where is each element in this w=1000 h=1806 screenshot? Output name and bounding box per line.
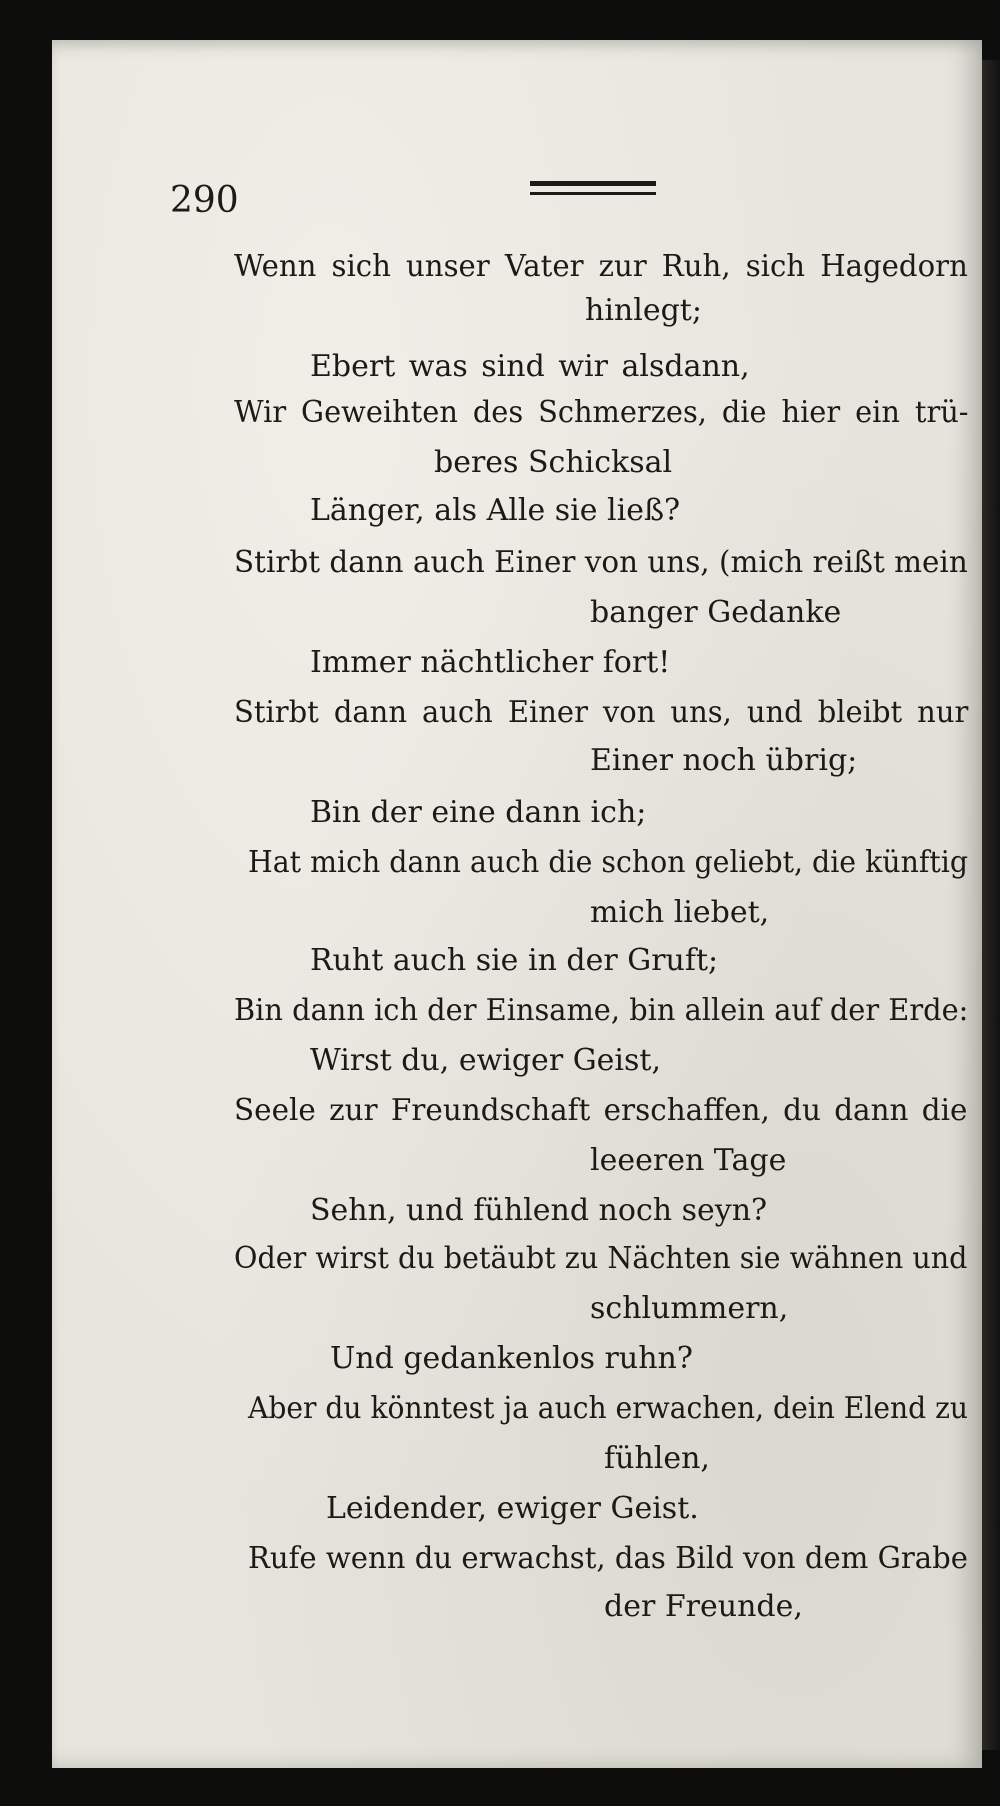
verse-line: mich liebet, xyxy=(590,895,770,930)
verse-line: Bin der eine dann ich; xyxy=(310,795,647,830)
verse-line: Wir Geweihten des Schmerzes, die hier ein trü- xyxy=(234,395,969,430)
verse-line: Sehn, und fühlend noch seyn? xyxy=(310,1193,768,1228)
verse-line: fühlen, xyxy=(604,1441,710,1476)
verse-line: schlummern, xyxy=(590,1291,789,1326)
book-edge-shadow xyxy=(982,60,1000,1750)
verse-line: banger Gedanke xyxy=(590,595,842,630)
verse-line: Länger, als Alle sie ließ? xyxy=(310,493,681,528)
verse-line: Aber du könntest ja auch erwachen, dein Elend zu xyxy=(248,1391,969,1426)
verse-line: Immer nächtlicher fort! xyxy=(310,645,671,680)
verse-line: Oder wirst du betäubt zu Nächten sie wähnen und xyxy=(234,1241,968,1276)
verse-line: Hat mich dann auch die schon geliebt, die künftig xyxy=(248,845,969,880)
verse-line: Seele zur Freundschaft erschaffen, du dann die xyxy=(234,1093,968,1128)
verse-line: beres Schicksal xyxy=(434,445,673,480)
verse-line: hinlegt; xyxy=(585,293,702,328)
verse-line: Leidender, ewiger Geist. xyxy=(326,1491,699,1526)
verse-line: Rufe wenn du erwachst, das Bild von dem Grabe xyxy=(248,1541,968,1576)
verse-line: Bin dann ich der Einsame, bin allein auf der Erde: xyxy=(234,993,969,1028)
page-number: 290 xyxy=(170,180,239,221)
verse-line: Stirbt dann auch Einer von uns, (mich reißt mein xyxy=(234,545,968,580)
verse-line: Wirst du, ewiger Geist, xyxy=(310,1043,661,1078)
verse-line: der Freunde, xyxy=(604,1589,803,1624)
verse-line: Wenn sich unser Vater zur Ruh, sich Hagedorn xyxy=(234,249,968,284)
verse-line: Stirbt dann auch Einer von uns, und bleibt nur xyxy=(234,695,969,730)
verse-line: Ebert was sind wir alsdann, xyxy=(310,349,750,384)
header-rule-thin xyxy=(530,192,656,195)
header-rule-thick xyxy=(530,181,656,186)
verse-line: Einer noch übrig; xyxy=(590,743,858,778)
verse-line: Und gedankenlos ruhn? xyxy=(330,1341,693,1376)
verse-line: Ruht auch sie in der Gruft; xyxy=(310,943,719,978)
verse-line: leeeren Tage xyxy=(590,1143,787,1178)
